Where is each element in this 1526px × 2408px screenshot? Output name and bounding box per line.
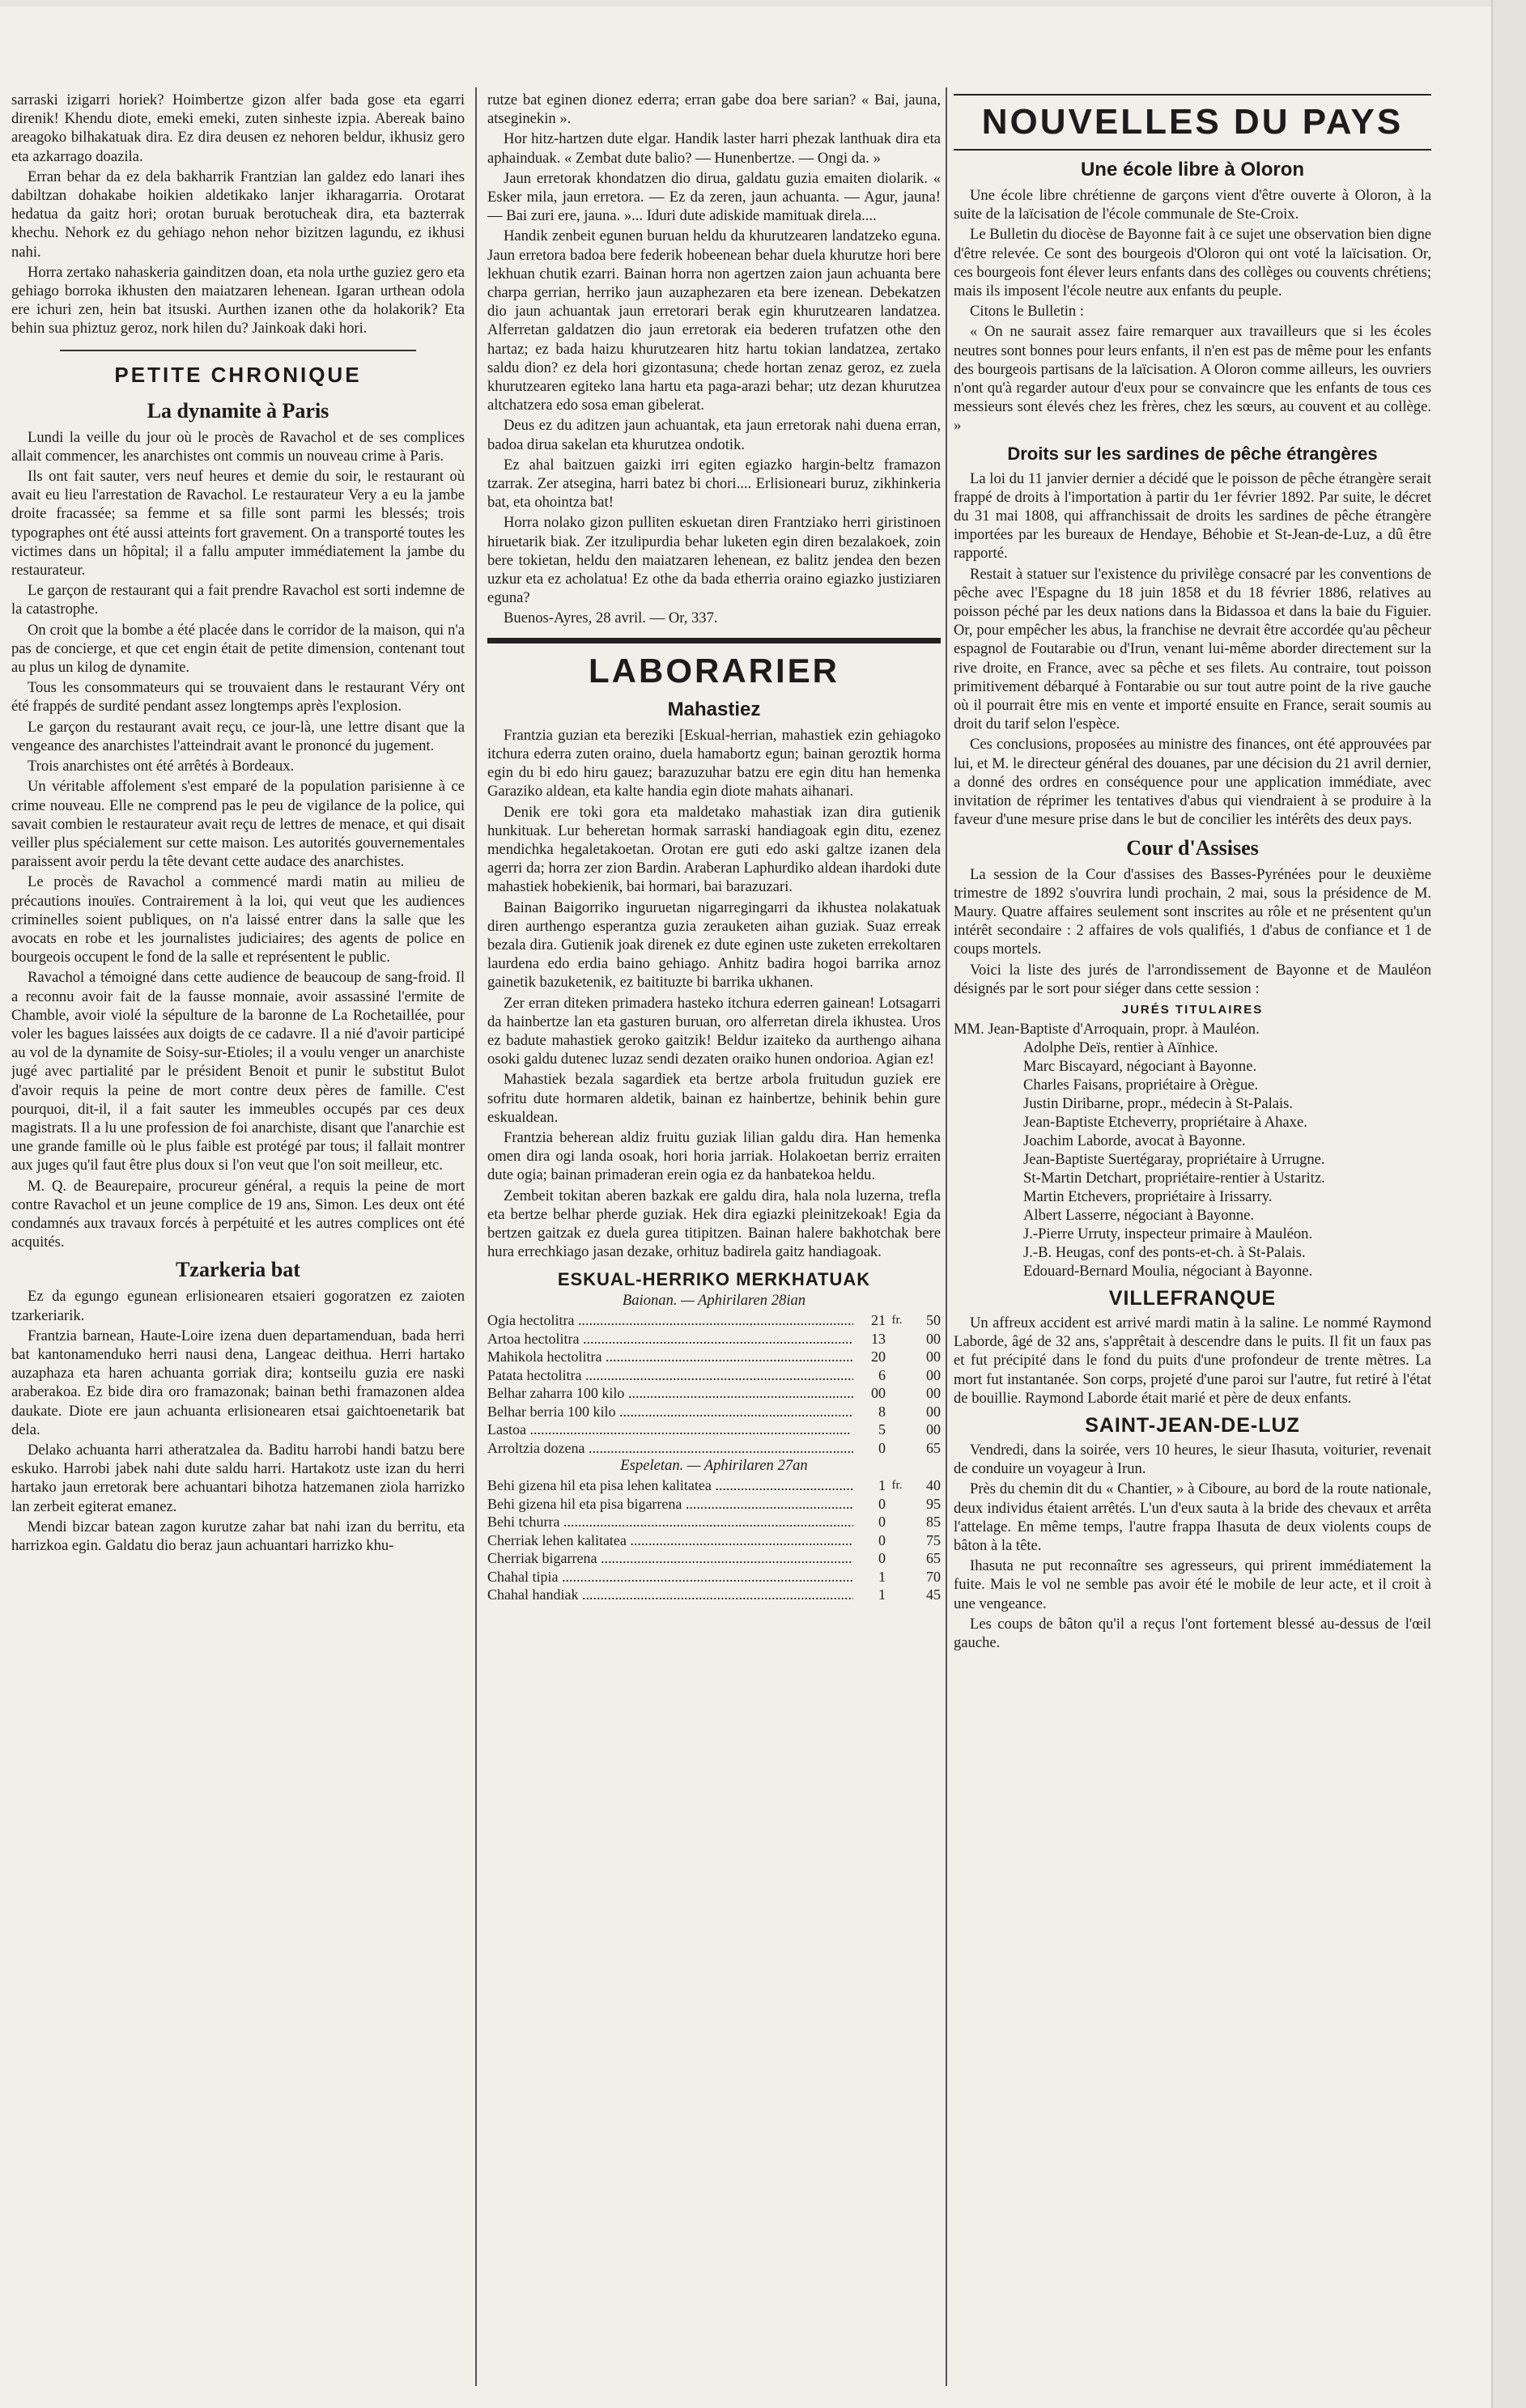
jure-entry: Marc Biscayard, négociant à Bayonne. xyxy=(1023,1057,1257,1075)
market-title: ESKUAL-HERRIKO MERKHATUAK xyxy=(557,1269,871,1290)
market-item: Patata hectolitra ..... xyxy=(487,1366,853,1385)
market-subtitle: Baionan. — Aphirilaren 28ian xyxy=(622,1292,806,1310)
sardines-article xyxy=(954,469,1431,830)
paragraph: La session de la Cour d'assises des Basses-Pyrénées pour le deuxième trimestre de 1892 s'ouvrira lundi prochain, 2 mai, sous la présidence de M. Maury. Quatre affaires seulement sont inscrites au rôle et ne présentent qu'un intérêt secondaire : 2 affaires de vols qualifiés, 1 d'abus de confiance et 1 de coups mortels. xyxy=(954,865,1431,958)
market-row xyxy=(487,1330,941,1348)
price-main: 1 xyxy=(878,1477,886,1494)
jure-entry: J.-Pierre Urruty, inspecteur primaire à Mauléon. xyxy=(1023,1225,1313,1242)
price-unit xyxy=(886,1421,908,1439)
paragraph: « On ne saurait assez faire remarquer aux travailleurs que si les écoles neutres sont bonnes pour leurs enfants, il n'en est pas de même pour les enfants des bourgeois partisans de la laïcisation. A Oloron comme ailleurs, les ouvriers n'ont qu'à regarder autour d'eux pour se convaincre que les enfants de tous ces messieurs sont élevés chez les frères, chez les sœurs, au couvent et au collège. » xyxy=(954,323,1431,435)
price-cents: 50 xyxy=(926,1312,941,1329)
market-item: Ogia hectolitra ..... xyxy=(487,1311,853,1330)
market-item: Cherriak lehen kalitatea ..... xyxy=(487,1531,853,1550)
market-item: Belhar zaharra 100 kilo ..... xyxy=(487,1384,853,1403)
price-unit: fr. xyxy=(891,1479,903,1493)
market-row xyxy=(487,1366,941,1385)
price-main: 6 xyxy=(878,1366,886,1383)
paragraph: Près du chemin dit du « Chantier, » à Ciboure, au bord de la route nationale, deux individus étaient arrêtés. L'un d'eux sauta à la bride des chevaux et arrêta l'attelage. En même temps, l'autre frappa Ihasuta de deux violents coups de bâton à la tête. xyxy=(954,1480,1431,1554)
price-main: 0 xyxy=(878,1495,886,1512)
paragraph: Vendredi, dans la soirée, vers 10 heures, le sieur Ihasuta, voiturier, revenait de conduire un voyageur à Irun. xyxy=(954,1441,1431,1478)
paragraph: Ez da egungo egunean erlisionearen etsaieri gogoratzen ez zaioten tzarkeriarik. xyxy=(11,1288,465,1324)
paragraph: Le procès de Ravachol a commencé mardi matin au milieu de précautions inouïes. Contrairement à la loi, qui veut que les audiences criminelles soient publiques, on n'a laissé entrer dans la salle que les avocats en robe et les journalistes judiciaires; des agents de police en bourgeois occupent le fond de la salle et représentent le public. xyxy=(11,873,465,966)
price-cents: 00 xyxy=(926,1330,941,1347)
price-unit xyxy=(886,1586,908,1604)
jure-entry: Adolphe Deïs, rentier à Aïnhice. xyxy=(1023,1038,1218,1056)
price-unit: fr. xyxy=(891,1314,903,1327)
price-main: 13 xyxy=(871,1330,886,1347)
paragraph: Ez ahal baitzuen gaizki irri egiten egiazko hargin-beltz framazon tzarrak. Zer atsegina, harri batez bi chori.... Erlisioneari buruz, zikhinkeria bat, eta ohointza bat! xyxy=(487,456,941,512)
price-main: 0 xyxy=(878,1514,886,1531)
price-unit xyxy=(886,1495,908,1514)
jures-heading: JURÉS TITULAIRES xyxy=(1121,1002,1264,1017)
price-cents: 85 xyxy=(926,1514,941,1531)
price-cents: 70 xyxy=(926,1568,941,1585)
page-edge xyxy=(1491,0,1526,2408)
column-rule xyxy=(946,87,947,2386)
article-title: Une école libre à Oloron xyxy=(1080,159,1305,180)
market-prices xyxy=(487,1269,941,1604)
paragraph: Bainan Baigorriko inguruetan nigarregingarri da ikhustea nolakatuak diren aurthengo esperantza guzia zerauketen aihan guziak. Suaz erreak bezala dira. Gutienik joak direnek ez dute eginen uste zuketen errekoltaren laurdena edo erdia baino gehiago. Anhitz badira hogoi barrika arnoz gainetik bazuketenik, ez baitituzte bi barrika ukhanen. xyxy=(487,898,941,992)
price-main: 00 xyxy=(871,1385,886,1402)
jure-entry: Jean-Baptiste Etcheverry, propriétaire à Ahaxe. xyxy=(1023,1113,1307,1131)
market-row xyxy=(487,1568,941,1586)
paragraph: Ils ont fait sauter, vers neuf heures et demie du soir, le restaurant où avait eu lieu l'arrestation de Ravachol. Le restaurateur Very a eu la jambe droite fracassée; sa femme et sa fille sont parmi les blessés; trois typographes ont été aussi atteints fort gravement. On a transporté toutes les victimes dans un hôpital; il a fallu amputer immédiatement la jambe du restaurateur. xyxy=(11,468,465,580)
paragraph: Restait à statuer sur l'existence du privilège consacré par les conventions de pêche avec l'Espagne du 18 juin 1858 et du 18 février 1886, relatives au poisson péché par les deux nations dans la Bidassoa et dans la baie du Figuier. Or, pour empêcher les abus, la franchise ne devrait être accordée qu'au pêcheur espagnol de Foutarabie ou d'Irun, venant lui-même aborder directement sur la rive droite, en France, avec sa pêche et ses filets. Au contraire, tout poisson primitivement débarqué à Fontarabie ou sur tout autre point de la rive gauche où il pourrait être mis en vente et importé ensuite en France, serait soumis au droit du tarif selon l'espèce. xyxy=(954,565,1431,733)
market-row xyxy=(487,1549,941,1568)
market-item: Chahal handiak ..... xyxy=(487,1586,853,1604)
price-main: 1 xyxy=(878,1568,886,1585)
price-cents: 00 xyxy=(926,1403,941,1420)
paragraph: Delako achuanta harri atheratzalea da. Baditu harrobi handi batzu bere eskuko. Harrobi jabek nahi dute saldu harri. Hartakotz uste izan du herri hartako jaun erretorak bere achuantari bihotza hatzemanen ziola harrizko lan zerbeit egiterat emanez. xyxy=(11,1442,465,1515)
paragraph: Ihasuta ne put reconnaître ses agresseurs, qui prirent immédiatement la fuite. Mais le vol ne semble pas avoir été le mobile de leur acte, et il croit à une vengeance. xyxy=(954,1557,1431,1612)
price-cents: 65 xyxy=(926,1550,941,1567)
price-unit xyxy=(886,1531,908,1550)
paragraph: Jaun erretorak khondatzen dio dirua, galdatu guzia emaiten diolarik. « Esker mila, jaun erretora. — Ez da zeren, jaun achuanta. — Agur, jauna! — Bai zuri ere, jauna. »... Iduri dute adiskide mamituak direla.... xyxy=(487,169,941,225)
price-cents: 00 xyxy=(926,1348,941,1365)
price-cents: 65 xyxy=(926,1439,941,1456)
jure-entry: J.-B. Heugas, conf des ponts-et-ch. à St-Palais. xyxy=(1023,1243,1306,1261)
market-item: Arroltzia dozena ..... xyxy=(487,1439,853,1458)
market-row xyxy=(487,1495,941,1514)
price-cents: 45 xyxy=(926,1586,941,1603)
saint-jean-de-luz-article xyxy=(954,1441,1431,1652)
market-row xyxy=(487,1348,941,1366)
paragraph: Ravachol a témoigné dans cette audience de beaucoup de sang-froid. Il a reconnu avoir fait de la fausse monnaie, avoir assassiné l'ermite de Chamble, avoir violé la sépulture de la baronne de La Rochetaillée, pour voler les bagues laissées aux doigts de ce cadavre. Il a nié d'avoir participé au vol de la dynamite de Soisy-sur-Etioles; il a voulu venger un anarchiste jugé avec partialité par le président Benoit et punir le substitut Bulot d'avoir requis la peine de mort contre deux pères de famille. C'est pourquoi, dit-il, il a fait sauter les immeubles occupés par ces deux magistrats. Il a lu une profession de foi anarchiste, disant que l'anarchie est une grande famille où le plus faible est protégé par tous; il fallait montrer aux juges qu'il faut être plus doux si l'on veut que l'on soit meilleur, etc. xyxy=(11,969,465,1174)
divider xyxy=(954,149,1431,151)
article-title: Cour d'Assises xyxy=(1126,835,1259,860)
price-main: 20 xyxy=(871,1348,886,1365)
market-item: Chahal tipia ..... xyxy=(487,1568,853,1586)
tzarkeria-continued xyxy=(487,91,941,628)
price-main: 0 xyxy=(878,1531,886,1548)
market-table-espelette xyxy=(487,1476,941,1604)
price-main: 8 xyxy=(878,1403,886,1420)
paragraph: Zer erran diteken primadera hasteko itchura ederren gainean! Lotsagarri da hainbertze lan eta gasturen buruan, oro alferretan direla ikhustea. Uros ez badute mahastiek geroko gaitzik! Beldur izaiteko da aurthengo aihana osoki galdu dutenec luzaz sendi dezaten oraiko hunen ondorioa. Agian ez! xyxy=(487,994,941,1068)
paragraph: Ces conclusions, proposées au ministre des finances, ont été approuvées par lui, et M. le directeur général des douanes, par une décision du 21 avril dernier, a donné des ordres en conséquence pour une application immédiate, avec invitation de réprimer les tentatives d'abus qui viendraient à se produire à la faveur d'une mesure prise dans le but de concilier les intérêts des deux pays. xyxy=(954,736,1431,829)
divider xyxy=(60,350,416,351)
price-unit xyxy=(886,1549,908,1568)
market-item: Mahikola hectolitra ..... xyxy=(487,1348,853,1366)
market-item: Lastoa ..... xyxy=(487,1421,853,1439)
price-unit xyxy=(886,1513,908,1531)
market-row xyxy=(487,1439,941,1458)
oloron-article xyxy=(954,186,1431,435)
paragraph: rutze bat eginen dionez ederra; erran gabe doa bere sarian? « Bai, jauna, atseginekin ». xyxy=(487,91,941,128)
paragraph: Frantzia guzian eta bereziki [Eskual-herrian, mahastiek ezin gehiagoko itchura ederra zuten oraino, duela hamabortz egun; bainan geroztik horma egin du bi edo hiru gauez; barazuzuhar batzu ere egin ditu han hemenka Garaziko aldean, eta kalte handia egin diote mahats aihanari. xyxy=(487,726,941,801)
jure-entry: Albert Lasserre, négociant à Bayonne. xyxy=(1023,1206,1254,1224)
paragraph: Les coups de bâton qu'il a reçus l'ont fortement blessé au-dessus de l'œil gauche. xyxy=(954,1615,1431,1651)
paragraph: Citons le Bulletin : xyxy=(970,303,1085,321)
article-title: Mahastiez xyxy=(667,698,761,720)
paragraph: Frantzia beherean aldiz fruitu guziak lilian galdu dira. Han hemenka omen dira ogi landa osoak, hori horia jarriak. Holakoetan berriz erraiten dute ogia; bainan primaderan erein ogia ez da hanbatekoa heldu. xyxy=(487,1128,941,1184)
paragraph: Une école libre chrétienne de garçons vient d'être ouverte à Oloron, à la suite de la laïcisation de l'école communale de Ste-Croix. xyxy=(954,187,1431,223)
dateline: Buenos-Ayres, 28 avril. — Or, 337. xyxy=(504,609,718,627)
paragraph: Erran behar da ez dela bakharrik Frantzian lan galdez edo lanari ihes dabiltzan dohakabe hoikien aldetikako lanjer ikharagarria. Orotarat hedatua da gaitz hori; orotan buruak berotucheak dira, eta bazterrak khechu. Nehork ez du gehiago nehon nehor bizitzen lagundu, ez ikhusi nahi. xyxy=(11,168,465,261)
market-item: Cherriak bigarrena ..... xyxy=(487,1549,853,1568)
price-unit xyxy=(886,1439,908,1458)
price-unit xyxy=(886,1348,908,1366)
market-item: Artoa hectolitra ..... xyxy=(487,1330,853,1348)
market-item: Belhar berria 100 kilo ..... xyxy=(487,1403,853,1421)
paragraph: Frantzia barnean, Haute-Loire izena duen departamenduan, bada herri bat kantonamenduko herri nausi dena, Langeac deithua. Herri hartako auzaphaza eta haren achuanta gorriak dira; kontseilu guzia ere naski araberakoa. Ez bide dira oro framazonak; bainan bethi framazonen aldea daukate. Diote ere jaun achuanta erlisionearen etsai gaichtoenetarik bat dela. xyxy=(11,1327,465,1438)
section-title: LABORARIER xyxy=(589,651,840,690)
price-unit xyxy=(886,1330,908,1348)
price-cents: 00 xyxy=(926,1385,941,1402)
market-item: Behi tchurra ..... xyxy=(487,1513,853,1531)
column-1 xyxy=(11,91,465,2389)
price-cents: 95 xyxy=(926,1495,941,1512)
paragraph: Horra zertako nahaskeria gainditzen doan, eta nola urthe guziez gero eta gehiago borroka ikhusten den maiatzaren lehenean. Igaran urthean odola ere ichuri zen, hein bat itsuski. Aurthen izanen othe da holakorik? Eta behin sua phiztuz geroz, nork hilen du? Jainkoak daki hori. xyxy=(11,263,465,338)
paragraph: Un affreux accident est arrivé mardi matin à la saline. Le nommé Raymond Laborde, âgé de 32 ans, s'apprêtait à descendre dans le puits. Il fit un faux pas et fut précipité dans le fond du puits d'une profondeur de trente mètres. La mort fut instantanée. Son corps, projeté d'une paroi sur l'autre, fut retiré à l'état de bouillie. Raymond Laborde était marié et père de deux enfants. xyxy=(954,1314,1431,1407)
paragraph: Horra nolako gizon pulliten eskuetan diren Frantziako herri giristinoen hiruetarik biak. Zer itzulipurdia behar luketen egin diren bezalakoek, zoin bere tokietan, heldu den maiatzaren lehenean, ez balitz jendea den bezen uzkur eta ez acholatua! Ez othe da bada etherria oraino egiazko justiziaren eguna? xyxy=(487,514,941,607)
price-main: 1 xyxy=(878,1586,886,1603)
price-cents: 40 xyxy=(926,1477,941,1494)
paragraph: M. Q. de Beaurepaire, procureur général, a requis la peine de mort contre Ravachol et un jeune complice de 19 ans, Simon. Les deux ont été condamnés aux travaux forcés à perpétuité et les autres complices ont été acquités. xyxy=(11,1177,465,1251)
jure-entry: Edouard-Bernard Moulia, négociant à Bayonne. xyxy=(1023,1262,1313,1280)
paragraph: Denik ere toki gora eta maldetako mahastiak izan dira gutienik hunkituak. Lur beheretan hormak sarraski handiagoak egin ditu, ezenez mendichka hegaletakoetan. Orotan ere guti edo aski galtze izanen dela agerri da; horra zer zion Bardin. Araberan Laphurdiko aldean ihardoki dute mahastiek hobekienik, bai hormari, bai barazuzari. xyxy=(487,803,941,896)
article-title: La dynamite à Paris xyxy=(147,398,329,423)
dynamite-article xyxy=(11,428,465,1252)
jure-entry: Justin Diribarne, propr., médecin à St-Palais. xyxy=(1023,1094,1294,1112)
article-title: SAINT-JEAN-DE-LUZ xyxy=(1085,1413,1300,1437)
price-cents: 00 xyxy=(926,1421,941,1438)
paragraph: Le garçon de restaurant qui a fait prendre Ravachol est sorti indemne de la catastrophe. xyxy=(11,582,465,618)
section-title: NOUVELLES DU PAYS xyxy=(981,102,1404,142)
paragraph: La loi du 11 janvier dernier a décidé que le poisson de pêche étrangère serait frappé de droits à l'importation à partir du 1er février 1892. Par suite, le décret du 31 mai 1808, qui affranchissait de droits les sardines de pêche étrangère importées par les bureaux de Hendaye, Béhobie et St-Jean-de-Luz, a dû être rapporté. xyxy=(954,469,1431,563)
article-title: VILLEFRANQUE xyxy=(1108,1286,1277,1310)
price-cents: 75 xyxy=(926,1531,941,1548)
paragraph: Trois anarchistes ont été arrêtés à Bordeaux. xyxy=(28,758,295,775)
price-main: 0 xyxy=(878,1550,886,1567)
paragraph: Handik zenbeit egunen buruan heldu da khurutzearen landatzeko eguna. Jaun erretora badoa bere federik hobeenean behar duela khurutze hori bere lekhuan chutik ezarri. Bainan horra non agertzen zaion jaun achuanta bere charpa gerrian, herriko jaun auzaphezaren eta bere izenean. Debekatzen dio jaun achuantak jaun erretorari berak egin khurutzearen landatzea. Alferretan galdatzen dio jaun erretorak eia bederen trufatzen othe den hartaz; ez bada haizu khurutzearen hitz hartu tokian landatzea, zertako saldu dion? ez dela hori gizontasuna; chede hortan zenaz geroz, ez zuela khurutzearen egiteko lana hartu eta paga-arazi behar; utz dezan khurutzea altchatzera edo sosa eman gibelerat. xyxy=(487,227,941,414)
jure-entry: St-Martin Detchart, propriétaire-rentier à Ustaritz. xyxy=(1023,1169,1325,1187)
jure-entry: Martin Etchevers, propriétaire à Irissarry. xyxy=(1023,1187,1273,1205)
article-title: Tzarkeria bat xyxy=(176,1258,300,1282)
paragraph: Tous les consommateurs qui se trouvaient dans le restaurant Véry ont été frappés de surdité pendant assez longtemps après l'explosion. xyxy=(11,679,465,716)
market-row xyxy=(487,1531,941,1550)
paragraph: Deus ez du aditzen jaun achuantak, eta jaun erretorak nahi duena erran, badoa dirua sakelan eta khurutzea ondotik. xyxy=(487,417,941,453)
paragraph: Hor hitz-hartzen dute elgar. Handik laster harri phezak lanthuak dira eta aphainduak. « Zembat dute balio? — Hunenbertze. — Ongi da. » xyxy=(487,130,941,167)
paragraph: Voici la liste des jurés de l'arrondissement de Bayonne et de Mauléon désignés par le sort pour siéger dans cette session : xyxy=(954,961,1431,997)
price-unit xyxy=(886,1403,908,1421)
jure-entry: MM. Jean-Baptiste d'Arroquain, propr. à Mauléon. xyxy=(954,1020,1260,1038)
jure-entry: Charles Faisans, propriétaire à Orègue. xyxy=(1023,1076,1259,1094)
paragraph: Le Bulletin du diocèse de Bayonne fait à ce sujet une observation bien digne d'être relevée. Ce sont des bourgeois d'Oloron qui ont voté la laïcisation. Or, ces bourgeois font élever leurs enfants dans des collèges ou couvents chrétiens; mais ils imposent l'école neutre aux enfants du peuple. xyxy=(954,226,1431,300)
price-main: 5 xyxy=(878,1421,886,1438)
divider xyxy=(954,94,1431,96)
column-2 xyxy=(487,91,941,2389)
price-cents: 00 xyxy=(926,1366,941,1383)
paragraph: Lundi la veille du jour où le procès de Ravachol et de ses complices allait commencer, les anarchistes ont commis un nouveau crime à Paris. xyxy=(11,428,465,465)
market-subtitle: Espeletan. — Aphirilaren 27an xyxy=(620,1457,808,1475)
divider xyxy=(487,638,941,643)
jure-entry: Jean-Baptiste Suertégaray, propriétaire à Urrugne. xyxy=(1023,1150,1325,1168)
column-3 xyxy=(954,91,1431,2389)
intro-article xyxy=(11,91,465,338)
price-unit xyxy=(886,1366,908,1385)
market-row xyxy=(487,1384,941,1403)
price-unit xyxy=(886,1568,908,1586)
article-title: Droits sur les sardines de pêche étrangères xyxy=(1007,443,1378,464)
section-title: PETITE CHRONIQUE xyxy=(114,362,362,387)
market-item: Behi gizena hil eta pisa bigarrena ..... xyxy=(487,1495,853,1514)
villefranque-article xyxy=(954,1314,1431,1408)
market-row xyxy=(487,1513,941,1531)
paragraph: Mendi bizcar batean zagon kurutze zahar bat nahi izan du berritu, eta harrizkoa egin. Galdatu dio beraz jaun achuantari harrizko khu- xyxy=(11,1518,465,1555)
market-item: Behi gizena hil eta pisa lehen kalitatea ..... xyxy=(487,1476,853,1495)
market-row xyxy=(487,1403,941,1421)
paragraph: On croit que la bombe a été placée dans le corridor de la maison, qui n'a pas de concierge, et que cet engin était de petite dimension, contenant tout au plus un kilog de dynamite. xyxy=(11,621,465,677)
paragraph: Zembeit tokitan aberen bazkak ere galdu dira, hala nola luzerna, trefla eta bertze belhar pherde guziak. Hek dira egiazki pleinitzekoak! Egia da bertzen gaitzak ez duela gurea titipitzen. Bainan halere bakhotchak bere hura errechkiago jasan dezake, orhituz badirela gaitz handiagoak. xyxy=(487,1187,941,1261)
price-main: 21 xyxy=(871,1312,886,1329)
market-row xyxy=(487,1476,941,1495)
paragraph: sarraski izigarri horiek? Hoimbertze gizon alfer bada gose eta egarri direnik! Khendu diote, emeki emeki, zuten sinheste izpia. Abereak baino areagoko bilhakatuak dira. Ez dira deusen ez nehoren beldur, ikhusiz gero eta azkarrago doazila. xyxy=(11,91,465,165)
column-rule xyxy=(475,87,477,2386)
paragraph: Mahastiek bezala sagardiek eta bertze arbola fruitudun guziek ere sofritu dute hormaren aldetik, bainan ez hainbertze, behinik behin gure eskualdean. xyxy=(487,1071,941,1126)
market-table-bayonne xyxy=(487,1311,941,1457)
paragraph: Le garçon du restaurant avait reçu, ce jour-là, une lettre disant que la vengeance des anarchistes l'atteindrait avant le prononcé du jugement. xyxy=(11,718,465,754)
tzarkeria-article xyxy=(11,1287,465,1555)
top-edge xyxy=(0,0,1491,6)
market-row xyxy=(487,1421,941,1439)
market-row xyxy=(487,1311,941,1330)
price-unit xyxy=(886,1384,908,1403)
paragraph: Un véritable affolement s'est emparé de la population parisienne à ce crime nouveau. Elle ne comprend pas le peu de vigilance de la police, qui savait combien le restaurateur avait reçu de lettres de menace, et qui disait veiller plus spécialement sur cette maison. Les autorités gouvernementales paraissent avoir perdu la tête devant cette audace des anarchistes. xyxy=(11,778,465,871)
assises-article xyxy=(954,865,1431,1280)
jure-entry: Joachim Laborde, avocat à Bayonne. xyxy=(1023,1132,1246,1149)
market-row xyxy=(487,1586,941,1604)
price-main: 0 xyxy=(878,1439,886,1456)
mahastiez-article xyxy=(487,726,941,1262)
